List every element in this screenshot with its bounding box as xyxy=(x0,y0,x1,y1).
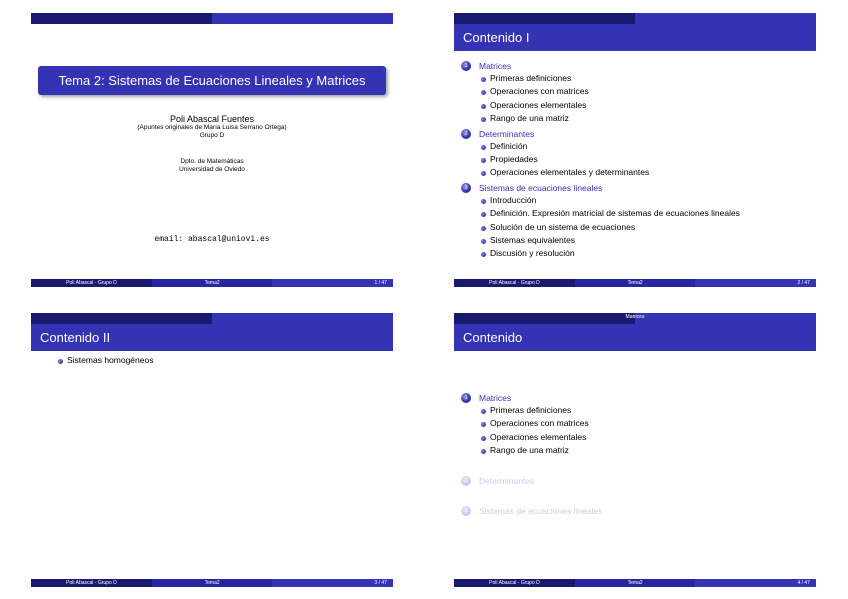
footer-bar xyxy=(31,579,393,587)
toc-subsection[interactable]: Sistemas equivalentes xyxy=(461,234,740,247)
bullet-icon xyxy=(481,117,486,122)
footer-author: Poli Abascal - Grupo D xyxy=(454,279,575,287)
author-name: Poli Abascal Fuentes xyxy=(169,114,255,124)
bullet-icon xyxy=(481,449,486,454)
bullet-icon xyxy=(481,77,486,82)
section-label: Determinantes xyxy=(479,475,535,486)
slide-4-contents xyxy=(454,313,816,587)
slide-3-contents-ii xyxy=(31,313,393,587)
section-label: Matrices xyxy=(479,393,512,403)
toc-subsection[interactable]: Definición. Expresión matricial de sistemas de ecuaciones lineales xyxy=(461,207,740,220)
toc-subsection[interactable]: Rango de una matriz xyxy=(461,112,740,125)
toc-subsection[interactable]: Operaciones elementales y determinantes xyxy=(461,166,740,179)
toc-subsection[interactable]: Operaciones con matrices xyxy=(461,417,602,430)
header-bar xyxy=(31,313,393,324)
institute-block xyxy=(31,158,393,174)
frame-title: Contenido II xyxy=(31,324,393,351)
frame-title: Contenido xyxy=(454,324,816,351)
toc-section-shaded[interactable] xyxy=(461,505,602,517)
footer-bar xyxy=(454,579,816,587)
toc-subsection[interactable]: Introducción xyxy=(461,194,740,207)
bullet-icon xyxy=(481,239,486,244)
toc-section[interactable] xyxy=(461,182,740,194)
header-bar xyxy=(454,313,816,324)
header-section-name[interactable]: Matrices xyxy=(625,314,645,320)
bullet-icon xyxy=(481,199,486,204)
toc-subsection[interactable]: Rango de una matriz xyxy=(461,444,602,457)
bullet-icon xyxy=(481,436,486,441)
bullet-icon xyxy=(481,409,486,414)
bullet-icon xyxy=(481,226,486,231)
header-bar xyxy=(454,13,816,24)
section-label: Sistemas de ecuaciones lineales xyxy=(479,182,603,193)
toc-subsection[interactable]: Sistemas homogéneos xyxy=(38,354,153,367)
bullet-icon xyxy=(481,90,486,95)
bullet-icon xyxy=(481,422,486,427)
toc-subsection[interactable]: Solución de un sistema de ecuaciones xyxy=(461,221,740,234)
footer-author: Poli Abascal - Grupo D xyxy=(31,579,152,587)
footer-title: Tema2 xyxy=(152,279,273,287)
bullet-icon xyxy=(481,104,486,109)
author-block xyxy=(31,114,393,140)
section-label: Determinantes xyxy=(479,128,535,139)
slide-1-title xyxy=(31,13,393,287)
toc-section[interactable] xyxy=(461,128,740,140)
section-label: Matrices xyxy=(479,61,512,71)
toc-subsection[interactable]: Definición xyxy=(461,140,740,153)
toc-section[interactable] xyxy=(461,60,740,72)
footer-title: Tema2 xyxy=(152,579,273,587)
bullet-icon xyxy=(481,171,486,176)
slide-2-contents-i xyxy=(454,13,816,287)
bullet-icon xyxy=(481,252,486,257)
footer-bar xyxy=(31,279,393,287)
toc-section-shaded[interactable] xyxy=(461,475,602,487)
bullet-icon xyxy=(58,359,63,364)
table-of-contents xyxy=(38,354,153,367)
section-number-icon: 1 xyxy=(461,393,471,403)
table-of-contents xyxy=(461,60,740,261)
bullet-icon xyxy=(481,158,486,163)
group-label: Grupo D xyxy=(199,132,225,139)
section-number-icon: 3 xyxy=(461,183,471,193)
section-number-icon: 1 xyxy=(461,61,471,71)
toc-subsection[interactable]: Primeras definiciones xyxy=(461,404,602,417)
footer-title: Tema2 xyxy=(575,279,696,287)
toc-subsection[interactable]: Operaciones con matrices xyxy=(461,85,740,98)
toc-subsection[interactable]: Discusión y resolución xyxy=(461,247,740,260)
section-number-icon: 2 xyxy=(461,476,471,486)
table-of-contents xyxy=(461,392,602,517)
page-number: 4 / 47 xyxy=(695,579,816,587)
bullet-icon xyxy=(481,212,486,217)
toc-subsection[interactable]: Operaciones elementales xyxy=(461,99,740,112)
section-number-icon: 2 xyxy=(461,129,471,139)
page-number: 3 / 47 xyxy=(272,579,393,587)
presentation-title: Tema 2: Sistemas de Ecuaciones Lineales y Matrices xyxy=(38,66,386,95)
footer-author: Poli Abascal - Grupo D xyxy=(454,579,575,587)
footer-title: Tema2 xyxy=(575,579,696,587)
toc-subsection[interactable]: Operaciones elementales xyxy=(461,431,602,444)
author-note: (Apuntes originales de María Luisa Serrano Ortega) xyxy=(137,124,287,131)
footer-bar xyxy=(454,279,816,287)
page-number: 1 / 47 xyxy=(272,279,393,287)
section-label: Sistemas de ecuaciones lineales xyxy=(479,505,603,516)
toc-subsection[interactable]: Propiedades xyxy=(461,153,740,166)
frame-title: Contenido I xyxy=(454,24,816,51)
toc-subsection[interactable]: Primeras definiciones xyxy=(461,72,740,85)
header-bar xyxy=(31,13,393,24)
department: Dpto. de Matemáticas xyxy=(180,158,244,165)
section-number-icon: 3 xyxy=(461,506,471,516)
bullet-icon xyxy=(481,145,486,150)
email: email: abascal@uniovi.es xyxy=(154,235,270,244)
university: Universidad de Oviedo xyxy=(179,166,245,173)
page-number: 2 / 47 xyxy=(695,279,816,287)
toc-section-current[interactable] xyxy=(461,392,602,404)
footer-author: Poli Abascal - Grupo D xyxy=(31,279,152,287)
